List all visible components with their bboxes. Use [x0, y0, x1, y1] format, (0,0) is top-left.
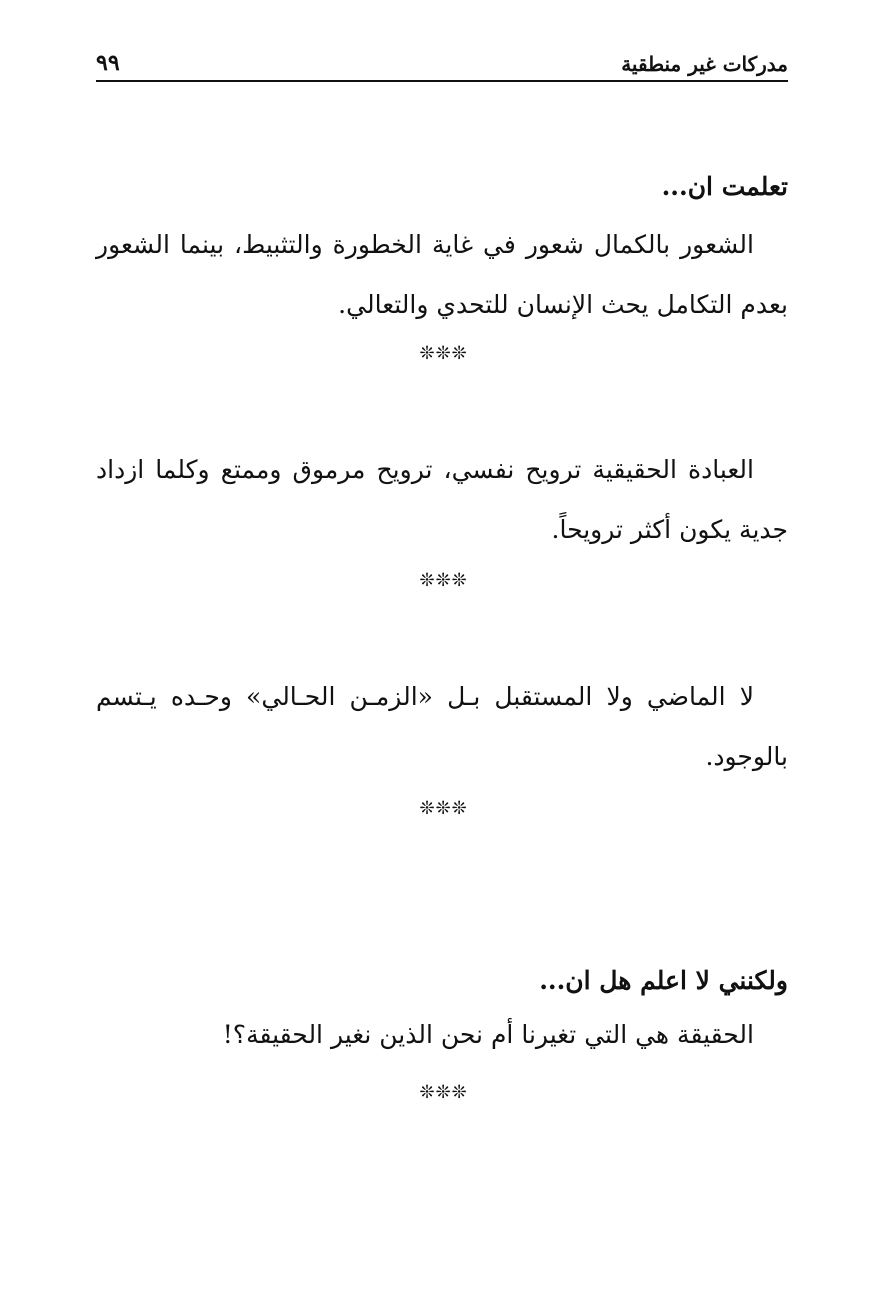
section-heading-text: ولكنني لا اعلم هل ان... [539, 966, 788, 995]
paragraph-line: الشعور بالكمال شعور في غاية الخطورة والتثبيط، بينما الشعور [96, 230, 754, 259]
paragraph [96, 215, 788, 335]
paragraph [96, 440, 788, 560]
paragraph-line: العبادة الحقيقية ترويح نفسي، ترويح مرموق وممتع وكلما ازداد [96, 455, 754, 484]
running-title: مدركات غير منطقية [621, 52, 788, 76]
paragraph-text [96, 1005, 788, 1065]
section-separator: ❊❊❊ [419, 570, 468, 591]
paragraph-text [96, 667, 788, 787]
paragraph-line: جدية يكون أكثر ترويحاً. [551, 515, 788, 544]
paragraph [96, 1005, 788, 1065]
section-separator: ❊❊❊ [419, 1082, 468, 1103]
paragraph-line: بعدم التكامل يحث الإنسان للتحدي والتعالي. [338, 290, 788, 319]
section-heading [96, 172, 788, 202]
paragraph-text [96, 215, 788, 335]
header-rule [96, 80, 788, 82]
section-heading-text: تعلمت ان... [661, 172, 788, 201]
section-separator: ❊❊❊ [419, 798, 468, 819]
paragraph-text [96, 440, 788, 560]
section-separator: ❊❊❊ [419, 343, 468, 364]
section-heading [96, 966, 788, 996]
paragraph-line: بالوجود. [705, 742, 788, 771]
running-header [96, 38, 788, 78]
paragraph-line: الحقيقة هي التي تغيرنا أم نحن الذين نغير الحقيقة؟! [222, 1020, 754, 1049]
paragraph [96, 667, 788, 787]
page-number: ٩٩ [96, 50, 120, 76]
paragraph-line: لا الماضي ولا المستقبل بـل «الزمـن الحـالي» وحـده يـتسم [96, 682, 754, 711]
